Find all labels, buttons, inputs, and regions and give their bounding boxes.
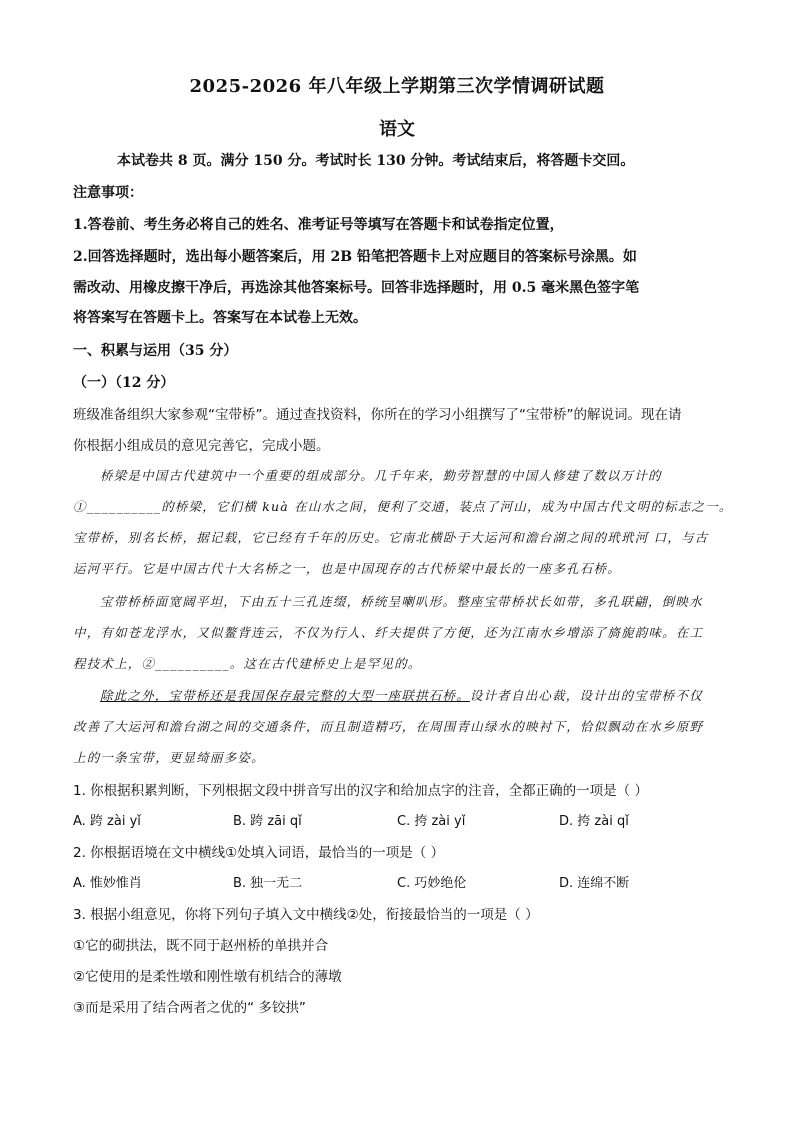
q1-option-c: C. 挎 zài yǐ [397, 814, 466, 829]
notice-item-2-line-3: 将答案写在答题卡上。答案写在本试卷上无效。 [73, 310, 367, 326]
q3-sentence-3: ③而是采用了结合两者之优的“ 多铰拱” [73, 1000, 306, 1016]
part-heading: （一）（12 分） [73, 375, 175, 391]
q1-option-a: A. 跨 zài yǐ [73, 814, 141, 829]
underlined-sentence: 除此之外，宝带桥还是我国保存最完整的大型一座联拱石桥。 [100, 688, 470, 703]
notice-item-2-line-1: 2.回答选择题时，选出每小题答案后，用 2B 铅笔把答题卡上对应题目的答案标号涂黑。如 [73, 249, 637, 265]
passage-p3-line-2: 改善了大运河和澹台湖之间的交通条件，而且制造精巧，在周围青山绿水的映衬下，恰似飘动在水乡原野 [73, 719, 704, 734]
passage-p2-line-1: 宝带桥桥面宽阔平坦，下由五十三孔连缀，桥统呈喇叭形。整座宝带桥状长如带，多孔联翩，倒映水 [100, 594, 703, 609]
notice-item-2-line-2: 需改动、用橡皮擦干净后，再选涂其他答案标号。回答非选择题时，用 0.5 毫米黑色签字笔 [73, 280, 640, 296]
passage-p2-line-3: 程技术上，②__________。这在古代建桥史上是罕见的。 [73, 656, 422, 671]
question-2: 2. 你根据语境在文中横线①处填入词语，最恰当的一项是（ ） [73, 845, 445, 861]
q2-option-b: B. 独一无二 [233, 876, 303, 891]
passage-p2-line-2: 中，有如苍龙浮水，又似鳌背连云，不仅为行人、纤夫提供了方便，还为江南水乡增添了旖旎韵味。在工 [73, 625, 704, 640]
passage-p3-line-1 [100, 686, 703, 704]
section-heading: 一、积累与运用（35 分） [73, 343, 238, 359]
notice-heading: 注意事项： [73, 185, 143, 201]
question-3: 3. 根据小组意见，你将下列句子填入文中横线②处，衔接最恰当的一项是（ ） [73, 907, 539, 923]
passage-p1-line-1: 桥梁是中国古代建筑中一个重要的组成部分。几千年来，勤劳智慧的中国人修建了数以万计的 [100, 468, 662, 483]
exam-info: 本试卷共 8 页。满分 150 分。考试时长 130 分钟。考试结束后，将答题卡交回。 [117, 153, 635, 169]
prompt-line-2: 你根据小组成员的意见完善它，完成小题。 [73, 438, 330, 454]
q2-option-d: D. 连绵不断 [559, 876, 630, 891]
notice-item-1: 1.答卷前、考生务必将自己的姓名、准考证号等填写在答题卡和试卷指定位置， [73, 217, 564, 233]
subject-title: 语文 [379, 119, 415, 140]
exam-title: 2025-2026 年八年级上学期第三次学情调研试题 [189, 76, 605, 97]
passage-p1-line-3: 宝带桥，别名长桥，据记载，它已经有千年的历史。它南北横卧于大运河和澹台湖之间的玳玳河 口，与古 [73, 530, 709, 545]
q3-sentence-1: ①它的砌拱法，既不同于赵州桥的单拱并合 [73, 938, 329, 954]
passage-p3-line-3: 上的一条宝带，更显绮丽多姿。 [73, 750, 265, 765]
q2-option-c: C. 巧妙绝伦 [397, 876, 467, 891]
passage-p1-line-4: 运河平行。它是中国古代十大名桥之一，也是中国现存的古代桥梁中最长的一座多孔石桥。 [73, 561, 622, 576]
passage-p1-line-2: ①__________的桥梁，它们横 kuà 在山水之间，便利了交通，装点了河山，成为中国古代文明的标志之一。 [73, 499, 733, 514]
passage-p3-line-1-rest: 设计者自出心裁，设计出的宝带桥不仅 [469, 688, 703, 703]
prompt-line-1: 班级准备组织大家参观“宝带桥”。通过查找资料，你所在的学习小组撰写了“宝带桥”的解说词。现在请 [73, 407, 682, 423]
q2-option-a: A. 惟妙惟肖 [73, 876, 142, 891]
question-1: 1. 你根据积累判断，下列根据文段中拼音写出的汉字和给加点字的注音，全都正确的一项是（ ） [73, 783, 648, 799]
q3-sentence-2: ②它使用的是柔性墩和刚性墩有机结合的薄墩 [73, 969, 342, 985]
q1-option-d: D. 挎 zài qǐ [559, 814, 629, 829]
q1-option-b: B. 跨 zāi qǐ [233, 814, 302, 829]
